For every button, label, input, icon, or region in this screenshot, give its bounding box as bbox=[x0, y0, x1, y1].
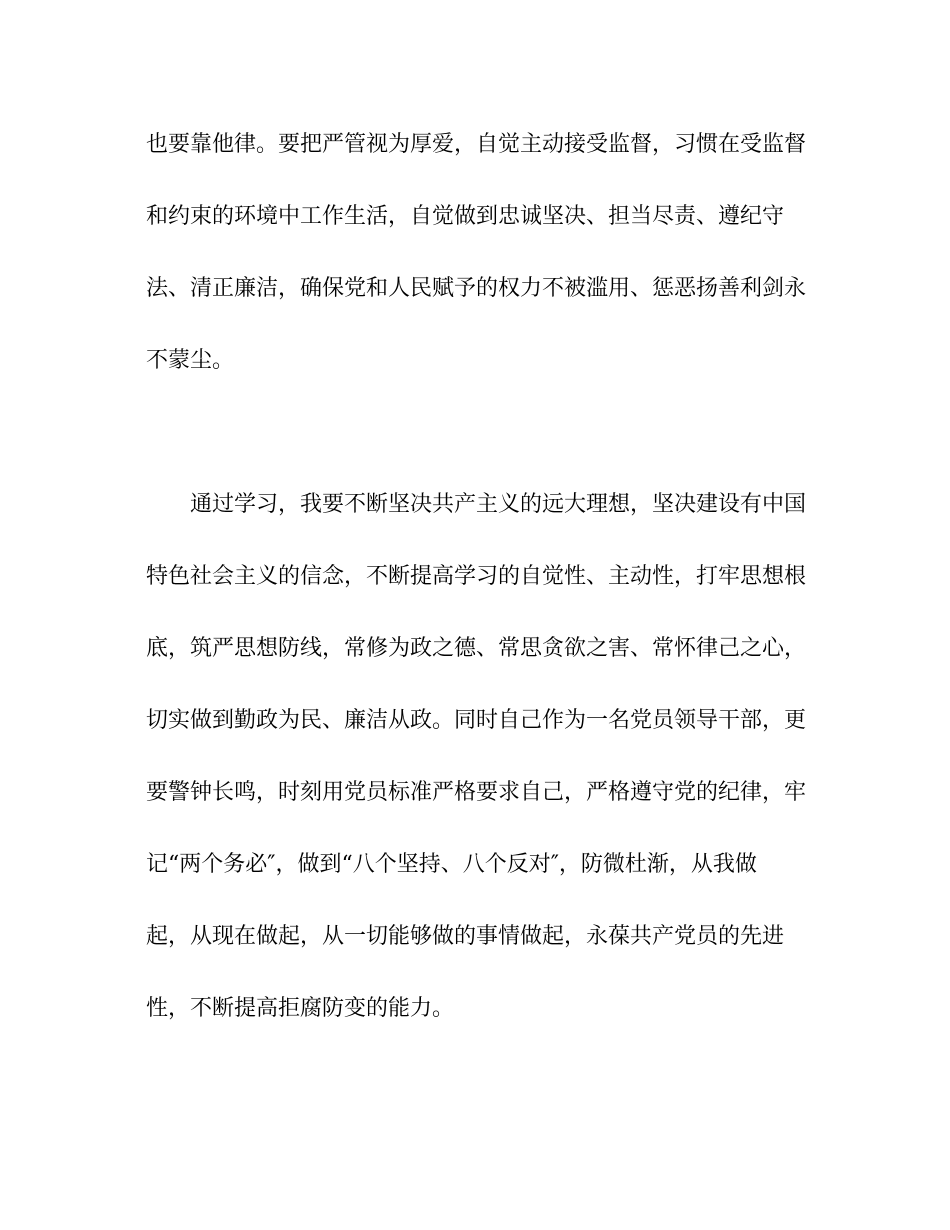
paragraph-2-line-2: 特色社会主义的信念，不断提高学习的自觉性、主动性，打牢思想根 bbox=[146, 564, 807, 589]
paragraph-1-line-3: 法、清正廉洁，确保党和人民赋予的权力不被滥用、惩恶扬善利剑永 bbox=[146, 276, 807, 301]
paragraph-2-line-6: 记“两个务必″，做到“八个坚持、八个反对″，防微杜渐，从我做 bbox=[146, 852, 757, 877]
paragraph-2-line-7: 起，从现在做起，从一切能够做的事情做起，永葆共产党员的先进 bbox=[146, 924, 785, 949]
paragraph-1-line-1: 也要靠他律。要把严管视为厚爱，自觉主动接受监督，习惯在受监督 bbox=[146, 132, 807, 157]
paragraph-2-line-4: 切实做到勤政为民、廉洁从政。同时自己作为一名党员领导干部，更 bbox=[146, 708, 807, 733]
paragraph-1-line-2: 和约束的环境中工作生活，自觉做到忠诚坚决、担当尽责、遵纪守 bbox=[146, 204, 785, 229]
paragraph-2-line-8: 性，不断提高拒腐防变的能力。 bbox=[146, 996, 455, 1021]
paragraph-2-line-1: 通过学习，我要不断坚决共产主义的远大理想，坚决建设有中国 bbox=[190, 492, 807, 517]
paragraph-2-line-5: 要警钟长鸣，时刻用党员标准严格要求自己，严格遵守党的纪律，牢 bbox=[146, 780, 807, 805]
paragraph-2-line-3: 底，筑严思想防线，常修为政之德、常思贪欲之害、常怀律己之心， bbox=[146, 636, 807, 661]
paragraph-1-line-4: 不蒙尘。 bbox=[146, 348, 235, 373]
